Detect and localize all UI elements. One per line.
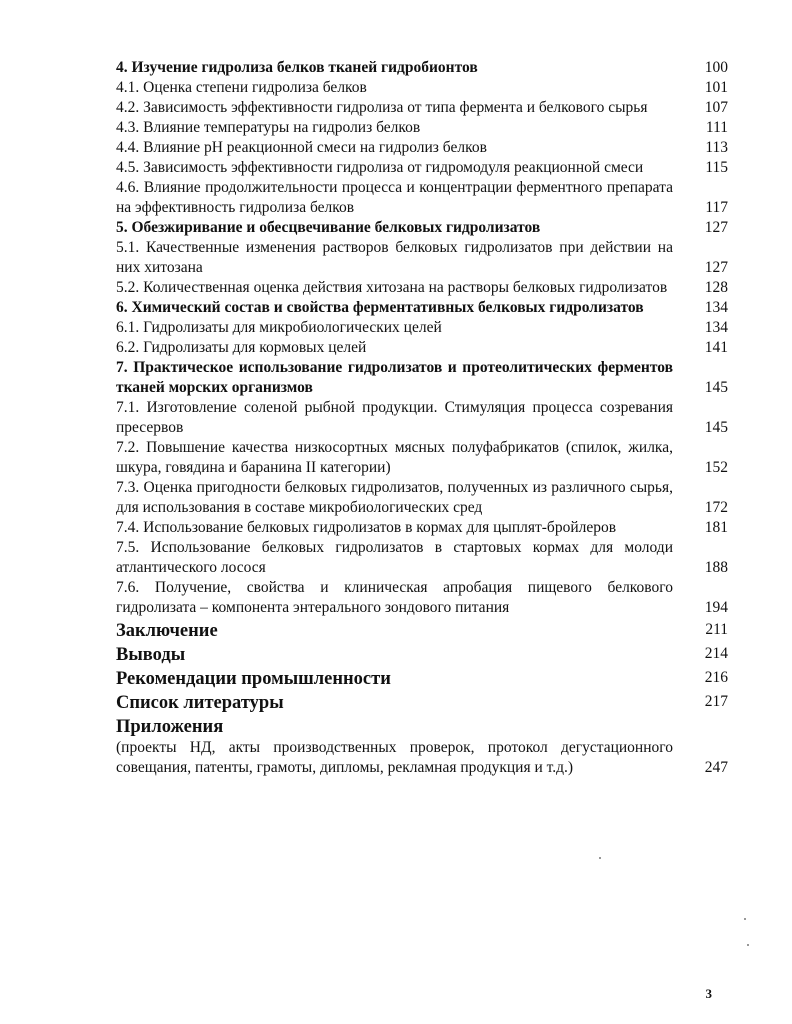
toc-entry: [116, 338, 728, 358]
scan-speck: [599, 857, 601, 859]
toc-entry: [116, 118, 728, 138]
toc-entry-title: Выводы: [116, 645, 186, 665]
toc-entry-page: 100: [704, 59, 728, 76]
toc-entry: [116, 692, 728, 714]
toc-entry-page: 134: [704, 299, 728, 316]
toc-entry: [116, 58, 728, 78]
toc-entry-page: 128: [704, 279, 728, 296]
table-of-contents: [116, 58, 728, 778]
toc-entry: [116, 78, 728, 98]
toc-entry: [116, 318, 728, 338]
toc-entry: [116, 538, 728, 578]
toc-entry: [116, 358, 728, 398]
toc-entry-page: 113: [705, 139, 728, 156]
page-number: 3: [705, 986, 712, 1001]
toc-entry: [116, 278, 728, 298]
toc-entry-page: 217: [704, 693, 728, 710]
toc-entry-title: 7.1. Изготовление соленой рыбной продукции. Стимуляция процесса созревания пресервов: [116, 399, 673, 436]
toc-entry-page: 141: [704, 339, 728, 356]
toc-entry: [116, 138, 728, 158]
appendix-title: Приложения: [116, 717, 224, 737]
toc-entry: [116, 438, 728, 478]
toc-entry-page: 216: [704, 669, 728, 686]
toc-entry-page: 181: [704, 519, 728, 536]
appendix-page: 247: [704, 759, 728, 776]
toc-entry-title: 5.1. Качественные изменения растворов белковых гидролизатов при действии на них хитозана: [116, 239, 673, 276]
toc-entry-title: 4.6. Влияние продолжительности процесса и концентрации ферментного препарата на эффективность гидролиза белков: [116, 179, 673, 216]
toc-entry-title: 5.2. Количественная оценка действия хитозана на растворы белковых гидролизатов: [116, 279, 668, 296]
toc-entry-page: 107: [704, 99, 728, 116]
toc-entry: [116, 620, 728, 642]
toc-entry-page: 127: [704, 219, 728, 236]
toc-entry: [116, 238, 728, 278]
toc-entry-page: 188: [704, 559, 728, 576]
toc-entry-title: Заключение: [116, 621, 218, 641]
toc-entry-page: 152: [704, 459, 728, 476]
toc-entry-title: 7.2. Повышение качества низкосортных мясных полуфабрикатов (спилок, жилка, шкура, говядина и баранина II категории): [116, 439, 673, 476]
toc-entry-title: 4.2. Зависимость эффективности гидролиза от типа фермента и белкового сырья: [116, 99, 648, 116]
toc-entry: [116, 298, 728, 318]
toc-entry: [116, 518, 728, 538]
toc-entry-page: 134: [704, 319, 728, 336]
toc-entry-title: 4.1. Оценка степени гидролиза белков: [116, 79, 367, 96]
toc-entry-page: 117: [705, 199, 728, 216]
scan-speck: [744, 918, 746, 920]
toc-entry-title: 6. Химический состав и свойства ферментативных белковых гидролизатов: [116, 299, 644, 316]
toc-entry-title: 4. Изучение гидролиза белков тканей гидробионтов: [116, 59, 478, 76]
toc-entry: [116, 398, 728, 438]
toc-entry: [116, 98, 728, 118]
toc-entry-title: 7.6. Получение, свойства и клиническая апробация пищевого белкового гидролизата – компонента энтерального зондового питания: [116, 579, 673, 616]
toc-entry: [116, 158, 728, 178]
toc-entry-title: 5. Обезжиривание и обесцвечивание белковых гидролизатов: [116, 219, 541, 236]
toc-entry-page: 172: [704, 499, 728, 516]
toc-entry-title: 4.5. Зависимость эффективности гидролиза от гидромодуля реакционной смеси: [116, 159, 644, 176]
toc-entry-page: 194: [704, 599, 728, 616]
toc-entry: [116, 478, 728, 518]
toc-entry-title: Список литературы: [116, 693, 284, 713]
appendix-entry: [116, 738, 728, 778]
toc-entry-page: 127: [704, 259, 728, 276]
toc-entry-title: Рекомендации промышленности: [116, 669, 391, 689]
toc-entry-page: 115: [705, 159, 728, 176]
toc-entry-page: 214: [704, 645, 728, 662]
toc-entry-page: 145: [704, 419, 728, 436]
toc-entry-title: 4.4. Влияние рН реакционной смеси на гидролиз белков: [116, 139, 487, 156]
toc-entry-title: 6.2. Гидролизаты для кормовых целей: [116, 339, 367, 356]
toc-entry-title: 6.1. Гидролизаты для микробиологических целей: [116, 319, 442, 336]
toc-entry: [116, 668, 728, 690]
scan-speck: [747, 944, 749, 946]
toc-entry: [116, 178, 728, 218]
toc-entry-page: 145: [704, 379, 728, 396]
toc-entry-title: 7.5. Использование белковых гидролизатов в стартовых кормах для молоди атлантического лосося: [116, 539, 673, 576]
toc-entry-title: 7.3. Оценка пригодности белковых гидролизатов, полученных из различного сырья, для использования в составе микробиологических сред: [116, 479, 673, 516]
toc-entry-page: 101: [704, 79, 728, 96]
toc-entry-page: 111: [705, 119, 728, 136]
toc-entry-title: 4.3. Влияние температуры на гидролиз белков: [116, 119, 421, 136]
toc-entry: [116, 644, 728, 666]
toc-entry-title: 7.4. Использование белковых гидролизатов в кормах для цыплят-бройлеров: [116, 519, 617, 536]
toc-entry: [116, 218, 728, 238]
toc-entry-title: 7. Практическое использование гидролизатов и протеолитических ферментов тканей морских организмов: [116, 359, 673, 396]
appendix-description: (проекты НД, акты производственных проверок, протокол дегустационного совещания, патенты, грамоты, дипломы, рекламная продукция и т.д.): [116, 739, 673, 776]
toc-entry-page: 211: [705, 621, 728, 638]
toc-entry: [116, 578, 728, 618]
